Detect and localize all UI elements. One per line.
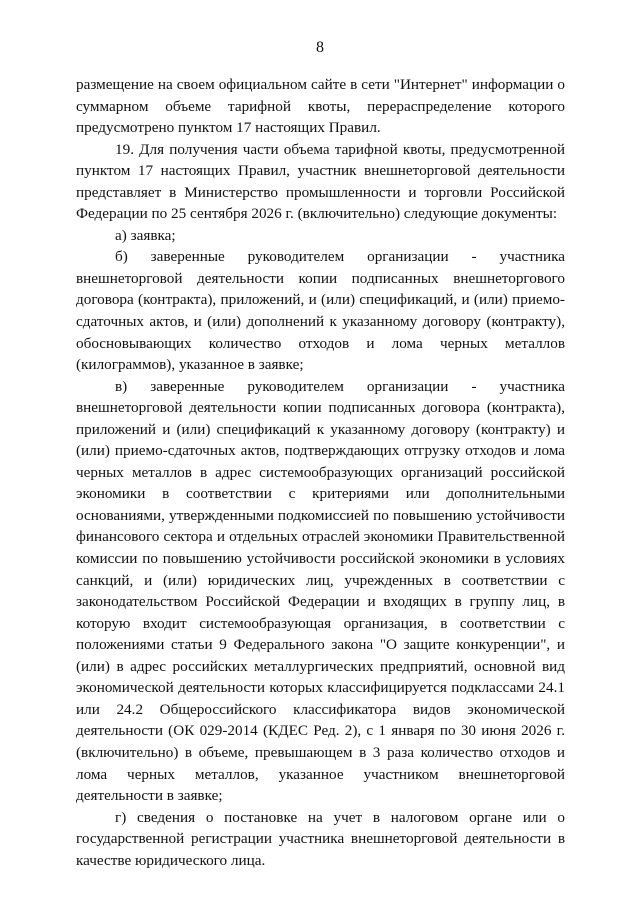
paragraph-item-v: в) заверенные руководителем организации - участника внешнеторговой деятельности копии подписанных договора (контракта), приложений и (или) спецификаций к указанному договору (контракту) и (или) приемо-сдаточных актов, подтверждающих отгрузку отходов и лома черных металлов в адрес системообразующих организаций российской экономики в соответствии с критериями или дополнительными основаниями, утвержденными подкомиссией по повышению устойчивости финансового сектора и отдельных отраслей экономики Правительственной комиссии по повышению устойчивости российской экономики в условиях санкций, и (или) юридических лиц, учрежденных в соответствии с законодательством Российской Федерации и входящих в группу лиц, в которую входит системообразующая организация, в соответствии с положениями статьи 9 Федерального закона "О защите конкуренции", и (или) в адрес российских металлургических предприятий, основной вид экономической деятельности которых классифицируется подклассами 24.1 или 24.2 Общероссийского классификатора видов экономической деятельности (ОК 029-2014 (КДЕС Ред. 2), с 1 января по 30 июня 2026 г. (включительно) в объеме, превышающем в 3 раза количество отходов и лома черных металлов, указанное участником внешнеторговой деятельности в заявке;	[76, 377, 565, 805]
page-number: 8	[316, 39, 324, 56]
paragraph-clause-19: 19. Для получения части объема тарифной квоты, предусмотренной пунктом 17 настоящих Правил, участник внешнеторговой деятельности представляет в Министерство промышленности и торговли Российской Федерации по 25 сентября 2026 г. (включительно) следующие документы:	[76, 140, 565, 223]
paragraph-item-a: а) заявка;	[115, 226, 176, 244]
document-body	[76, 74, 565, 871]
paragraph-item-g: г) сведения о постановке на учет в налоговом органе или о государственной регистрации участника внешнеторговой деятельности в качестве юридического лица.	[76, 808, 565, 869]
paragraph-item-b: б) заверенные руководителем организации - участника внешнеторговой деятельности копии подписанных внешнеторгового договора (контракта), приложений, и (или) спецификаций, и (или) приемо-сдаточных актов, и (или) дополнений к указанному договору (контракту), обосновывающих количество отходов и лома черных металлов (килограммов), указанное в заявке;	[76, 248, 565, 374]
paragraph-continuation: размещение на своем официальном сайте в сети "Интернет" информации о суммарном объеме тарифной квоты, перераспределение которого предусмотрено пунктом 17 настоящих Правил.	[76, 76, 565, 137]
